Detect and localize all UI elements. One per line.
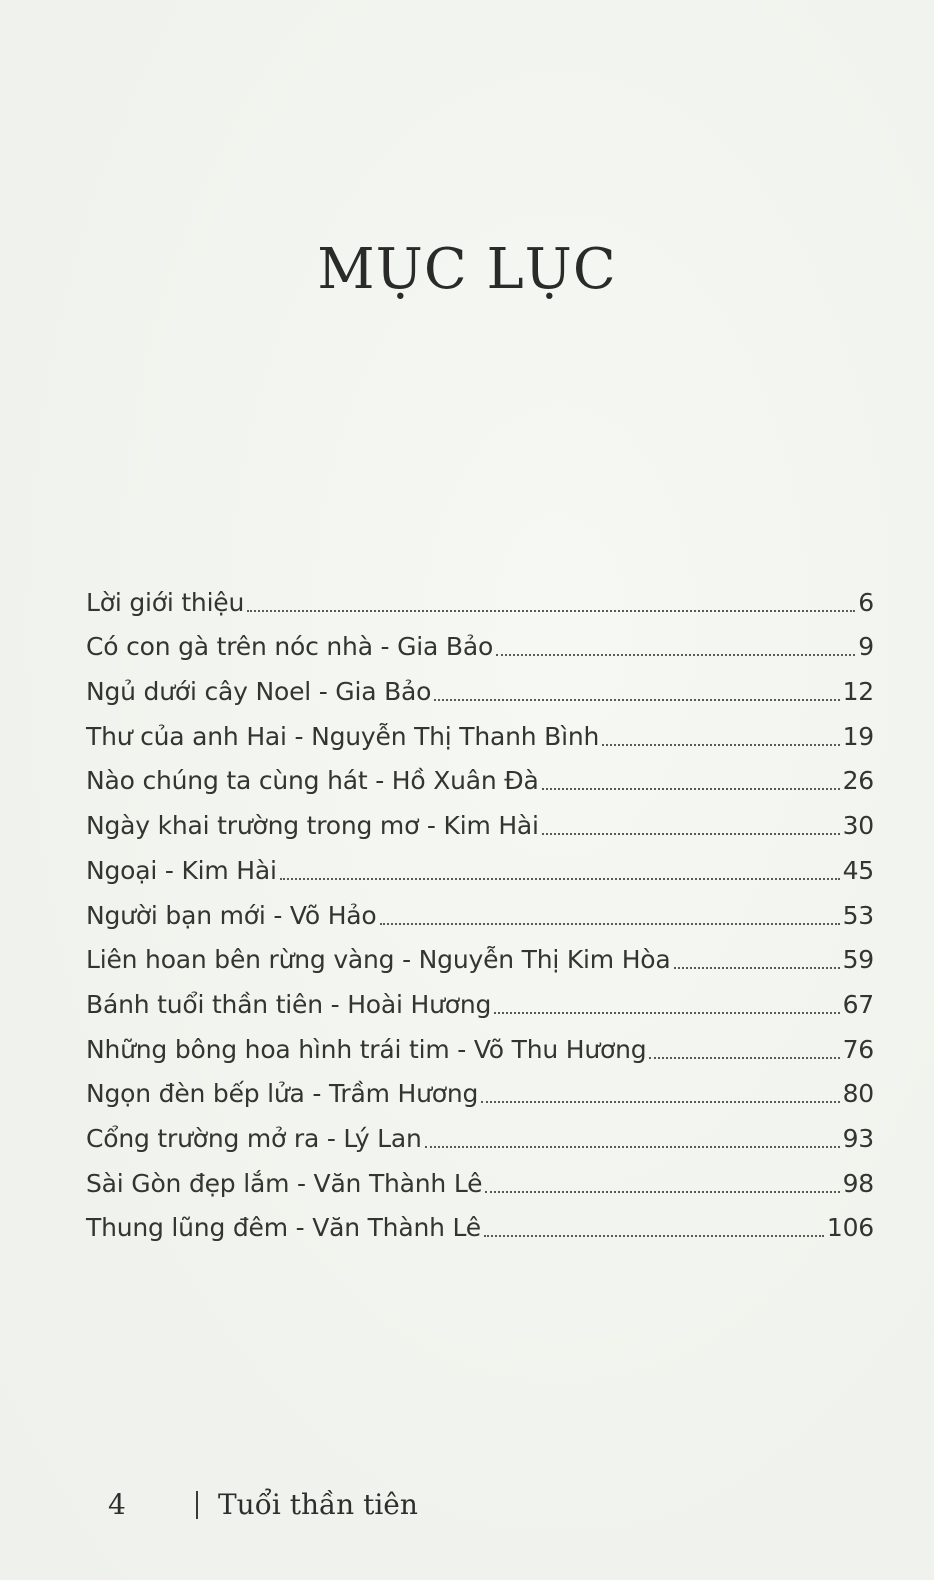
dot-leader [542, 833, 840, 835]
toc-entry-page: 45 [842, 855, 874, 885]
toc-entry-title: Sài Gòn đẹp lắm - Văn Thành Lê [86, 1168, 483, 1198]
dot-leader [542, 788, 840, 790]
dot-leader [380, 923, 840, 925]
toc-entry-title: Người bạn mới - Võ Hảo [86, 900, 377, 930]
dot-leader [247, 610, 855, 612]
toc-entry-title: Cổng trường mở ra - Lý Lan [86, 1123, 422, 1153]
toc-entry [86, 1200, 874, 1245]
toc-entry [86, 1066, 874, 1111]
dot-leader [602, 744, 839, 746]
toc-entry-page: 80 [842, 1079, 874, 1109]
toc-entry-page: 93 [842, 1123, 874, 1153]
toc-entry [86, 708, 874, 753]
toc-entry-title: Thung lũng đêm - Văn Thành Lê [86, 1213, 481, 1243]
toc-entry-title: Thư của anh Hai - Nguyễn Thị Thanh Bình [86, 721, 600, 751]
toc-entry-page: 30 [842, 811, 874, 841]
toc-entry-page: 59 [842, 945, 874, 975]
toc-entry [86, 1110, 874, 1155]
toc-entry [86, 619, 874, 664]
toc-entry-title: Bánh tuổi thần tiên - Hoài Hương [86, 989, 492, 1019]
dot-leader [481, 1101, 839, 1103]
dot-leader [484, 1235, 824, 1237]
toc-entry-title: Có con gà trên nóc nhà - Gia Bảo [86, 632, 494, 662]
dot-leader [496, 654, 855, 656]
dot-leader [494, 1012, 839, 1014]
toc-entry-title: Ngủ dưới cây Noel - Gia Bảo [86, 677, 432, 707]
toc-entry [86, 887, 874, 932]
toc-entry [86, 976, 874, 1021]
dot-leader [280, 878, 840, 880]
toc-entry [86, 932, 874, 977]
dot-leader [674, 967, 840, 969]
page-footer [108, 1488, 418, 1521]
toc-entry [86, 663, 874, 708]
toc-entry-page: 76 [842, 1034, 874, 1064]
toc-entry [86, 1155, 874, 1200]
toc-entry-page: 98 [842, 1168, 874, 1198]
toc-entry [86, 797, 874, 842]
toc-entry-page: 53 [842, 900, 874, 930]
toc-entry-title: Ngày khai trường trong mơ - Kim Hài [86, 811, 539, 841]
toc-entry-title: Những bông hoa hình trái tim - Võ Thu Hương [86, 1034, 647, 1064]
toc-entry-title: Ngọn đèn bếp lửa - Trầm Hương [86, 1079, 479, 1109]
page-number: 4 [108, 1488, 126, 1521]
table-of-contents [86, 574, 874, 1244]
dot-leader [485, 1191, 839, 1193]
toc-entry-page: 6 [858, 587, 874, 617]
toc-entry-title: Lời giới thiệu [86, 587, 245, 617]
toc-entry-title: Liên hoan bên rừng vàng - Nguyễn Thị Kim Hòa [86, 945, 671, 975]
toc-entry-title: Ngoại - Kim Hài [86, 855, 277, 885]
toc-entry-page: 67 [842, 989, 874, 1019]
footer-divider [196, 1491, 198, 1519]
page-title: MỤC LỤC [317, 237, 617, 302]
toc-entry-page: 19 [842, 721, 874, 751]
toc-entry [86, 753, 874, 798]
toc-entry-page: 12 [842, 677, 874, 707]
toc-entry [86, 1021, 874, 1066]
toc-entry-page: 9 [858, 632, 874, 662]
toc-entry-page: 26 [842, 766, 874, 796]
toc-entry [86, 574, 874, 619]
dot-leader [434, 699, 839, 701]
toc-entry-page: 106 [826, 1213, 874, 1243]
dot-leader [649, 1057, 839, 1059]
dot-leader [425, 1146, 840, 1148]
toc-entry-title: Nào chúng ta cùng hát - Hồ Xuân Đà [86, 766, 539, 796]
running-book-title: Tuổi thần tiên [218, 1488, 418, 1521]
toc-entry [86, 842, 874, 887]
